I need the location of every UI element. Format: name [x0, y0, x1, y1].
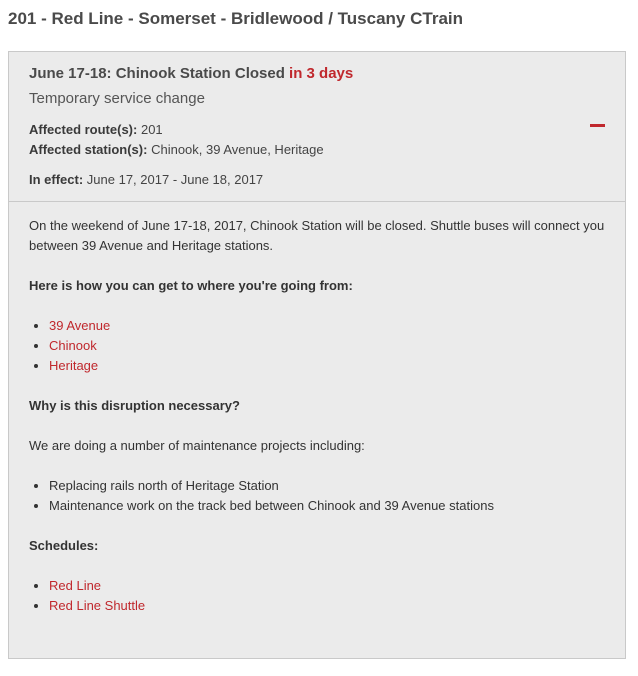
schedule-link-red-line[interactable]: Red Line — [49, 578, 102, 593]
affected-stations — [29, 142, 324, 157]
list-item: • Replacing rails north of Heritage Station — [49, 476, 605, 496]
in-effect — [29, 172, 263, 187]
affected-stations-label: Affected station(s): — [29, 142, 148, 157]
countdown-badge: in 3 days — [289, 65, 354, 82]
affected-routes — [29, 122, 163, 137]
how-heading: Here is how you can get to where you're going from: — [29, 278, 353, 293]
minus-icon — [590, 124, 605, 127]
service-alert-card — [8, 51, 626, 659]
why-heading: Why is this disruption necessary? — [29, 398, 240, 413]
alert-title-text: June 17-18: Chinook Station Closed — [29, 65, 285, 82]
alert-subtitle: Temporary service change — [29, 90, 205, 107]
alert-body — [9, 202, 625, 616]
alert-header[interactable] — [9, 52, 625, 202]
affected-stations-value: Chinook, 39 Avenue, Heritage — [151, 142, 324, 157]
in-effect-value: June 17, 2017 - June 18, 2017 — [86, 172, 264, 187]
list-item — [49, 596, 605, 616]
affected-routes-label: Affected route(s): — [29, 122, 138, 137]
alert-intro: On the weekend of June 17-18, 2017, Chinook Station will be closed. Shuttle buses will connect you between 39 Avenue and Heritage stations. — [29, 218, 605, 253]
in-effect-label: In effect: — [29, 172, 84, 187]
list-item — [49, 576, 605, 596]
collapse-button[interactable] — [590, 118, 606, 132]
page-title: 201 - Red Line - Somerset - Bridlewood / Tuscany CTrain — [8, 9, 464, 28]
schedules-heading: Schedules: — [29, 538, 99, 553]
list-item: • Maintenance work on the track bed between Chinook and 39 Avenue stations — [49, 496, 605, 516]
station-links-list — [29, 316, 605, 376]
station-link-chinook[interactable]: Chinook — [49, 338, 97, 353]
list-item — [49, 316, 605, 336]
station-link-39-avenue[interactable]: 39 Avenue — [49, 318, 111, 333]
why-text: We are doing a number of maintenance projects including: — [29, 438, 365, 453]
affected-routes-value: 201 — [140, 122, 163, 137]
schedule-link-red-line-shuttle[interactable]: Red Line Shuttle — [49, 598, 146, 613]
projects-list — [29, 476, 605, 516]
station-link-heritage[interactable]: Heritage — [49, 358, 99, 373]
list-item — [49, 336, 605, 356]
list-item — [49, 356, 605, 376]
alert-title — [29, 65, 353, 82]
schedule-links-list — [29, 576, 605, 616]
